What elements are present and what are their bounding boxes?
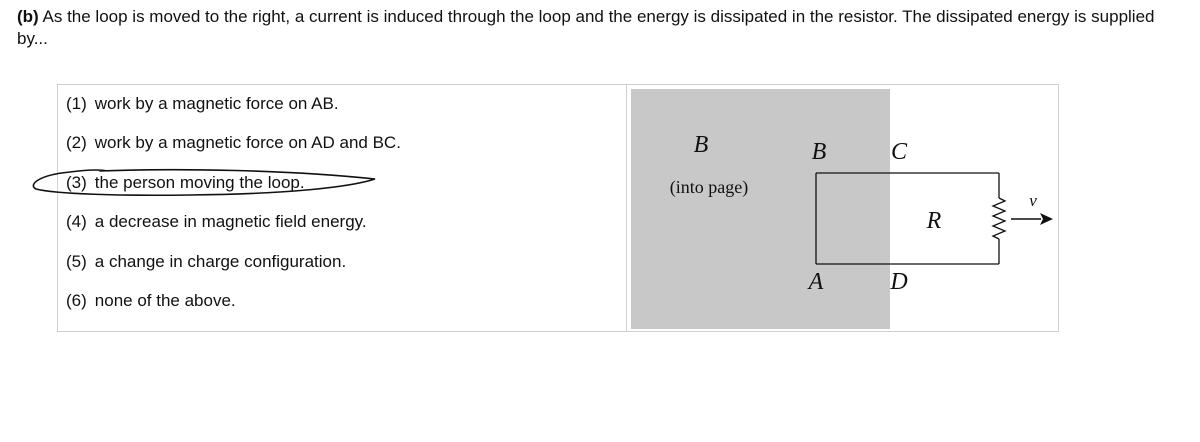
- option-text: a change in charge configuration.: [94, 251, 347, 271]
- field-direction-label: (into page): [669, 177, 749, 197]
- corner-label-a: A: [808, 269, 824, 295]
- option-2: [66, 132, 606, 171]
- option-text: work by a magnetic force on AB.: [94, 94, 339, 113]
- column-divider: [626, 85, 627, 331]
- option-number: (6): [66, 290, 87, 310]
- field-label: B: [693, 132, 709, 158]
- corner-label-b: B: [811, 139, 827, 165]
- answer-table: [57, 84, 1059, 332]
- option-6: [66, 290, 606, 329]
- corner-label-c: C: [890, 139, 908, 165]
- option-5: [66, 251, 606, 290]
- resistor-label: R: [926, 208, 942, 234]
- velocity-label: v: [1029, 191, 1037, 210]
- option-number: (2): [66, 133, 87, 153]
- resistor-symbol: [993, 198, 1005, 239]
- option-number: (4): [66, 212, 87, 232]
- question-text: [17, 6, 1187, 50]
- option-number: (5): [66, 251, 87, 271]
- magnetic-field-region: [631, 89, 890, 329]
- option-number: (3): [66, 172, 87, 192]
- question-body: As the loop is moved to the right, a current is induced through the loop and the energy is dissipated in the resistor. The dissipated energy is supplied by...: [17, 7, 1155, 48]
- corner-label-d: D: [890, 269, 908, 295]
- option-number: (1): [66, 94, 87, 113]
- option-text: the person moving the loop.: [94, 172, 305, 192]
- options-list: [66, 93, 606, 329]
- loop-diagram: [631, 89, 1054, 329]
- option-text: work by a magnetic force on AD and BC.: [94, 133, 401, 153]
- option-4: [66, 211, 606, 250]
- question-prefix: (b): [17, 7, 39, 26]
- option-3: [66, 172, 606, 211]
- option-1: [66, 93, 606, 132]
- option-text: none of the above.: [94, 290, 236, 310]
- velocity-arrow-head: [1040, 213, 1053, 225]
- option-text: a decrease in magnetic field energy.: [94, 212, 367, 232]
